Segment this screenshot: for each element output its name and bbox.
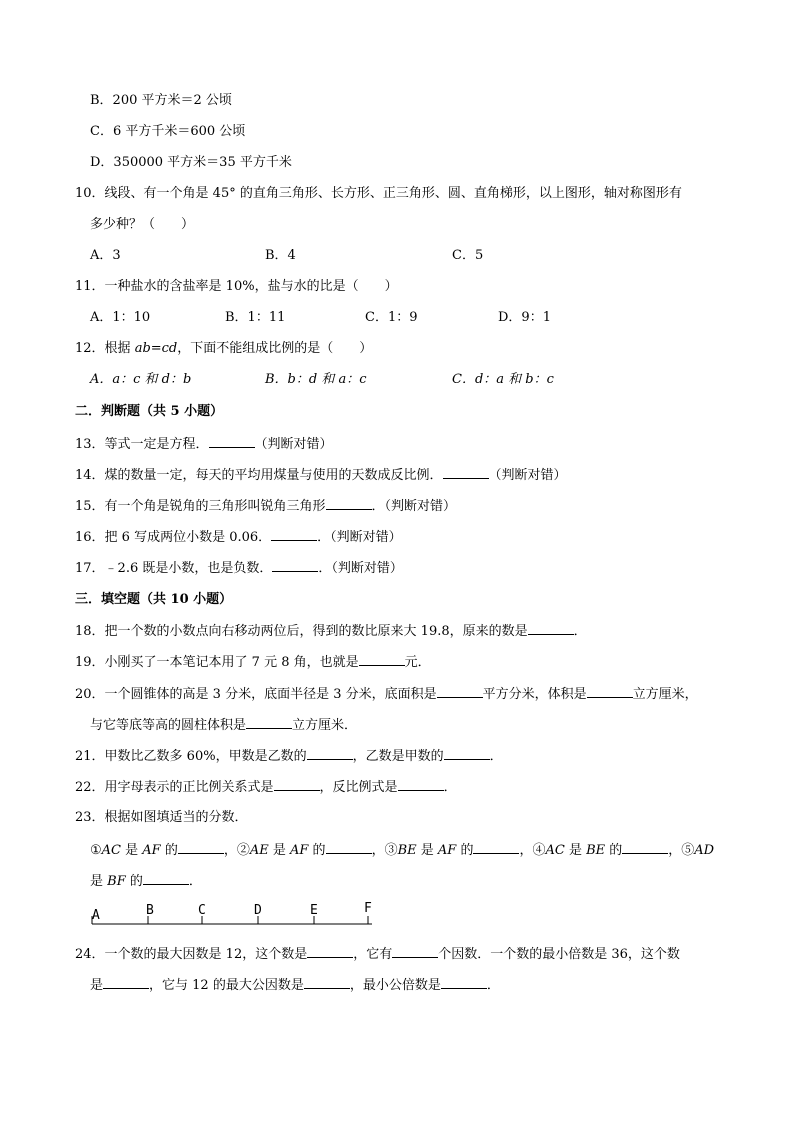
q23-line1 — [90, 841, 714, 860]
q24-answer-blank-5[interactable] — [441, 976, 487, 989]
q14-pre: 14．煤的数量一定，每天的平均用煤量与使用的天数成反比例． — [75, 468, 443, 483]
q20-l2a: 与它等底等高的圆柱体积是 — [90, 718, 247, 733]
q23-s2m: 是 — [268, 843, 290, 858]
section-heading-judgement: 二．判断题（共 5 小题） — [75, 404, 224, 419]
q12-option-b: B．b：d 和 a：c — [265, 372, 367, 387]
q13-answer-blank[interactable] — [209, 435, 255, 448]
q22-answer-blank-2[interactable] — [398, 778, 444, 791]
q9-option-c: C．6 平方千米＝600 公顷 — [90, 124, 246, 139]
q14-line — [75, 466, 567, 485]
q23-s3w: AF — [437, 843, 457, 858]
q23-s3m: 是 — [416, 843, 438, 858]
q23-l2v: BF — [107, 874, 126, 889]
q17-answer-blank[interactable] — [272, 559, 318, 572]
q12-equation: ab=cd — [134, 341, 178, 356]
q20-l2b: 立方厘米． — [292, 718, 358, 733]
q18-pre: 18．把一个数的小数点向右移动两位后，得到的数比原来大 19.8，原来的数是 — [75, 624, 528, 639]
q24-p2: ，它有 — [353, 947, 393, 962]
q11-option-d: D．9：1 — [498, 310, 551, 325]
q10-text-line1: 10．线段、有一个角是 45° 的直角三角形、长方形、正三角形、圆、直角梯形，以上图形，轴对称图形有 — [75, 186, 682, 201]
q23-s2: ，② — [223, 843, 250, 858]
q9-option-b: B．200 平方米＝2 公顷 — [90, 93, 232, 108]
q10-option-b: B．4 — [265, 248, 296, 263]
q20-line2 — [90, 716, 357, 735]
q23-s3: ，③ — [371, 843, 398, 858]
q20-p1: 20．一个圆锥体的高是 3 分米，底面半径是 3 分米，底面积是 — [75, 687, 437, 702]
q24-l2d: ． — [486, 978, 500, 993]
q20-p2: 平方分米，体积是 — [482, 687, 587, 702]
q9-option-d: D．350000 平方米＝35 平方千米 — [90, 155, 292, 170]
q13-post: （判断对错） — [254, 437, 333, 452]
q21-answer-blank-1[interactable] — [307, 747, 353, 760]
q23-s1e: 的 — [160, 843, 178, 858]
q24-line2 — [90, 976, 500, 995]
q23-title: 23．根据如图填适当的分数． — [75, 810, 248, 825]
ruler-label-a: A — [92, 908, 100, 923]
q23-s4: ，④ — [519, 843, 546, 858]
q18-answer-blank[interactable] — [528, 622, 574, 635]
q23-segment-figure — [90, 900, 390, 932]
q24-answer-blank-4[interactable] — [304, 976, 350, 989]
q17-line — [75, 559, 403, 578]
q18-line — [75, 622, 587, 641]
q12-pre: 12．根据 — [75, 341, 135, 356]
q11-option-c: C．1：9 — [365, 310, 418, 325]
q23-s2w: AF — [290, 843, 309, 858]
q23-s3e: 的 — [456, 843, 474, 858]
q20-answer-blank-2[interactable] — [587, 685, 633, 698]
q15-answer-blank[interactable] — [326, 497, 372, 510]
q21-answer-blank-2[interactable] — [444, 747, 490, 760]
q16-post: ．（判断对错） — [317, 530, 402, 545]
q16-pre: 16．把 6 写成两位小数是 0.06． — [75, 530, 272, 545]
q19-pre: 19．小刚买了一本笔记本用了 7 元 8 角，也就是 — [75, 655, 359, 670]
q14-post: （判断对错） — [488, 468, 567, 483]
q15-pre: 15．有一个角是锐角的三角形叫锐角三角形 — [75, 499, 326, 514]
q16-line — [75, 528, 402, 547]
q19-post: 元． — [404, 655, 431, 670]
q22-p1: 22．用字母表示的正比例关系式是 — [75, 780, 274, 795]
q11-option-a: A．1：10 — [90, 310, 151, 325]
q22-p3: ． — [443, 780, 457, 795]
q13-pre: 13．等式一定是方程． — [75, 437, 209, 452]
ruler-label-d: D — [254, 903, 262, 918]
q23-s1: ① — [90, 843, 102, 858]
q23-s4v: AC — [545, 843, 565, 858]
q18-post: ． — [573, 624, 587, 639]
q23-l2c: ． — [188, 874, 202, 889]
q23-l2b: 的 — [125, 874, 143, 889]
q23-answer-blank-4[interactable] — [622, 841, 668, 854]
q24-p1: 24．一个数的最大因数是 12，这个数是 — [75, 947, 308, 962]
q17-post: ．（判断对错） — [318, 561, 403, 576]
q23-answer-blank-1[interactable] — [178, 841, 224, 854]
q22-answer-blank-1[interactable] — [274, 778, 320, 791]
q23-s1m: 是 — [121, 843, 143, 858]
q23-s4e: 的 — [605, 843, 623, 858]
q23-s4m: 是 — [564, 843, 587, 858]
q20-line1 — [75, 685, 698, 704]
q24-answer-blank-3[interactable] — [103, 976, 149, 989]
q24-p3: 个因数．一个数的最小倍数是 36，这个数 — [438, 947, 680, 962]
q23-s2v: AE — [249, 843, 269, 858]
q10-option-c: C．5 — [452, 248, 484, 263]
q10-text-line2: 多少种？（ ） — [90, 217, 195, 232]
q23-s3v: BE — [397, 843, 417, 858]
q23-s1w: AF — [142, 843, 161, 858]
q23-s1v: AC — [101, 843, 121, 858]
q23-s5v: AD — [694, 843, 715, 858]
q23-line2 — [90, 872, 202, 891]
q24-l2b: ，它与 12 的最大公因数是 — [149, 978, 304, 993]
q11-option-b: B．1：11 — [225, 310, 286, 325]
ruler-label-e: E — [310, 903, 318, 918]
q23-answer-blank-2[interactable] — [326, 841, 372, 854]
q21-line — [75, 747, 503, 766]
q24-line1 — [75, 945, 680, 964]
ruler-label-f: F — [364, 901, 372, 916]
q19-answer-blank[interactable] — [359, 653, 405, 666]
q15-post: ．（判断对错） — [371, 499, 457, 514]
q16-answer-blank[interactable] — [271, 528, 317, 541]
q12-text — [75, 340, 372, 358]
q17-pre: 17．﹣2.6 既是小数，也是负数． — [75, 561, 273, 576]
q23-s4w: BE — [586, 843, 606, 858]
q20-answer-blank-1[interactable] — [437, 685, 483, 698]
q11-text: 11．一种盐水的含盐率是 10%，盐与水的比是（ ） — [75, 279, 398, 294]
ruler-label-b: B — [146, 903, 154, 918]
q24-l2a: 是 — [90, 978, 104, 993]
q23-s2e: 的 — [308, 843, 326, 858]
q20-p3: 立方厘米， — [632, 687, 698, 702]
q23-answer-blank-5[interactable] — [143, 872, 189, 885]
q14-answer-blank[interactable] — [443, 466, 489, 479]
q22-line — [75, 778, 457, 797]
q23-l2a: 是 — [90, 874, 108, 889]
q24-answer-blank-2[interactable] — [392, 945, 438, 958]
q23-s5: ，⑤ — [668, 843, 695, 858]
q24-l2c: ，最小公倍数是 — [349, 978, 441, 993]
q15-line — [75, 497, 456, 516]
q21-p3: ． — [489, 749, 503, 764]
q13-line — [75, 435, 333, 454]
q24-answer-blank-1[interactable] — [307, 945, 353, 958]
ruler-label-c: C — [198, 903, 206, 918]
q10-option-a: A．3 — [90, 248, 121, 263]
q21-p2: ，乙数是甲数的 — [352, 749, 444, 764]
q19-line — [75, 653, 431, 672]
q20-answer-blank-3[interactable] — [246, 716, 292, 729]
q12-option-c: C．d：a 和 b：c — [452, 372, 554, 387]
q12-post: ，下面不能组成比例的是（ ） — [177, 341, 373, 356]
q21-p1: 21．甲数比乙数多 60%，甲数是乙数的 — [75, 749, 307, 764]
q12-option-a: A．a：c 和 d：b — [90, 372, 192, 387]
section-heading-fill-in: 三．填空题（共 10 小题） — [75, 592, 233, 607]
q23-answer-blank-3[interactable] — [473, 841, 519, 854]
q22-p2: ，反比例式是 — [319, 780, 398, 795]
